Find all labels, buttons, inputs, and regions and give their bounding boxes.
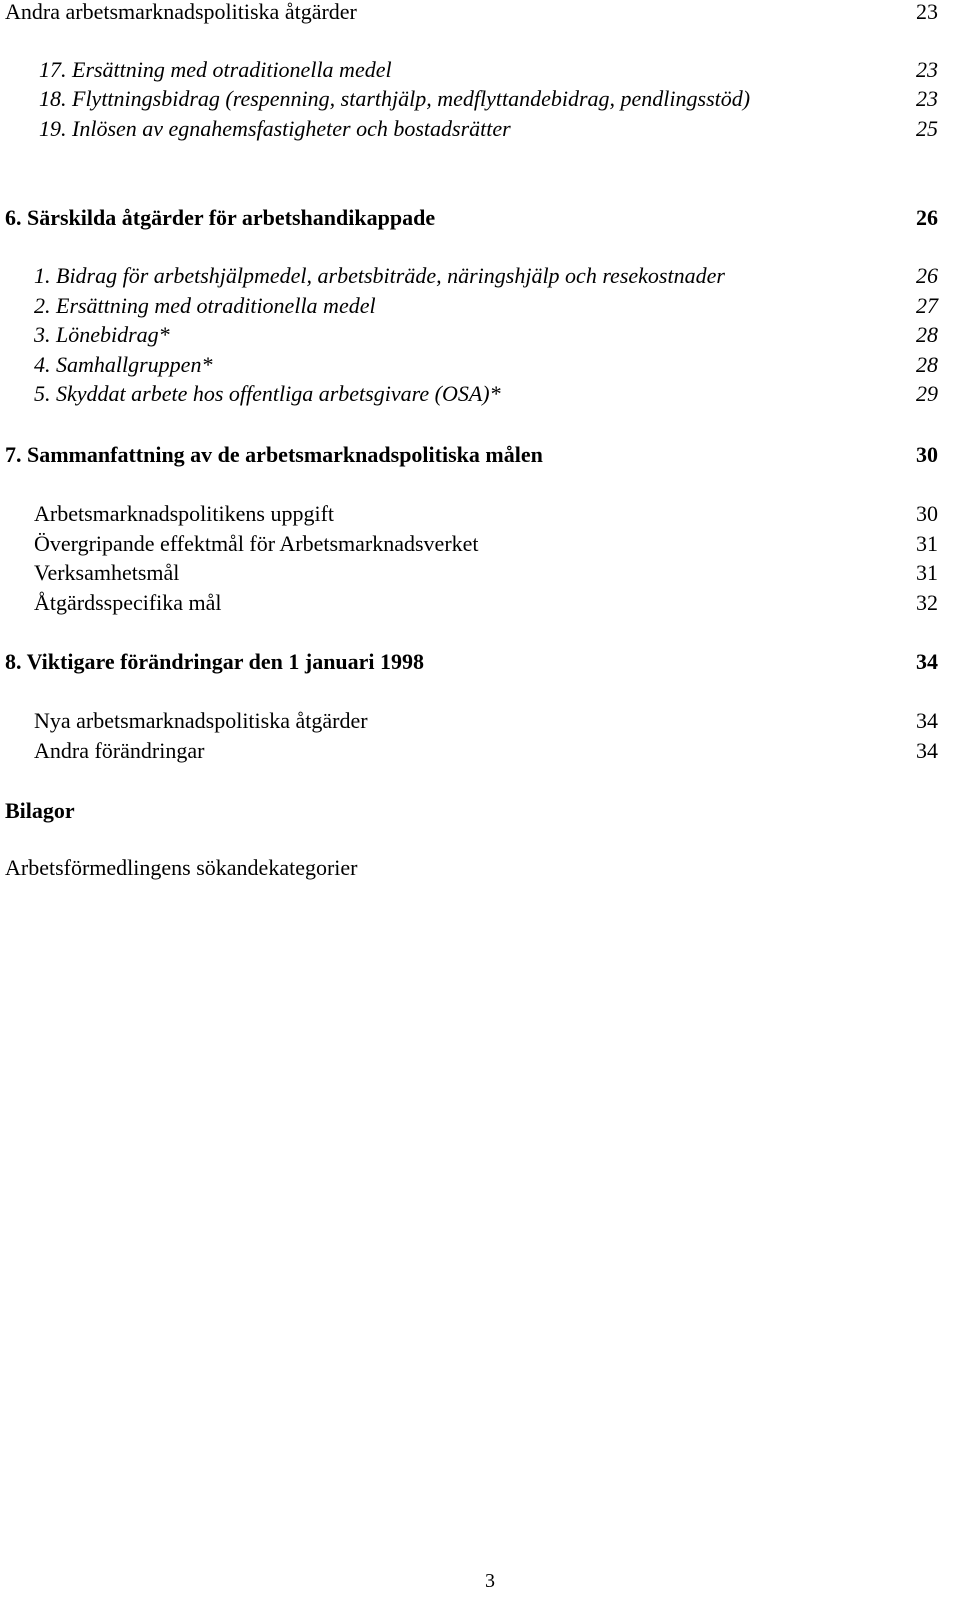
toc-entry-title: 5. Skyddat arbete hos offentliga arbetsgivare (OSA)* [34,381,501,406]
toc-section-page: 30 [916,442,938,467]
toc-section-6 [5,203,938,233]
toc-entry-page: 23 [916,57,938,82]
bilagor-entry-title: Arbetsförmedlingens sökandekategorier [5,855,358,880]
toc-entry-page: 29 [916,381,938,406]
toc-entry-title: 4. Samhallgruppen* [34,352,213,377]
toc-entry-page: 28 [916,322,938,347]
toc-entry-title: 3. Lönebidrag* [34,322,170,347]
toc-entry-page: 34 [916,738,938,763]
toc-entry-title: Nya arbetsmarknadspolitiska åtgärder [34,708,368,733]
toc-entry-title: Åtgärdsspecifika mål [34,590,222,615]
toc-entry-title: Verksamhetsmål [34,560,180,585]
toc-entry-page: 30 [916,501,938,526]
toc-entry-title: Andra förändringar [34,738,205,763]
toc-entry-page: 26 [916,263,938,288]
toc-entry-7-3 [34,558,938,588]
toc-entry-page: 27 [916,293,938,318]
toc-section-title: 8. Viktigare förändringar den 1 januari 1998 [5,649,425,674]
toc-entry-title: 1. Bidrag för arbetshjälpmedel, arbetsbiträde, näringshjälp och resekostnader [34,263,725,288]
toc-entry-title: 17. Ersättning med otraditionella medel [39,57,392,82]
toc-entry-title: 18. Flyttningsbidrag (respenning, starthjälp, medflyttandebidrag, pendlingsstöd) [39,86,751,111]
toc-entry-page: 32 [916,590,938,615]
toc-entry-18 [39,84,938,114]
toc-entry-title: Andra arbetsmarknadspolitiska åtgärder [5,0,357,24]
toc-entry-8-2 [34,736,938,766]
toc-entry-6-3 [34,320,938,350]
toc-entry-page: 28 [916,352,938,377]
toc-entry-title: 2. Ersättning med otraditionella medel [34,293,376,318]
toc-entry-page: 31 [916,560,938,585]
toc-section-8 [5,647,938,677]
bilagor-heading-text: Bilagor [5,798,75,823]
toc-entry-andra-atgarder [5,0,938,27]
toc-entry-6-1 [34,261,938,291]
toc-entry-6-5 [34,379,938,409]
toc-section-title: 6. Särskilda åtgärder för arbetshandikappade [5,205,436,230]
bilagor-entry-1 [5,853,605,883]
toc-entry-title: Arbetsmarknadspolitikens uppgift [34,501,335,526]
toc-section-page: 26 [916,205,938,230]
toc-entry-19 [39,114,938,144]
toc-entry-7-1 [34,499,938,529]
toc-section-7 [5,440,938,470]
toc-entry-7-2 [34,529,938,559]
bilagor-heading [5,796,405,826]
toc-entry-page: 31 [916,531,938,556]
toc-entry-page: 23 [916,86,938,111]
toc-entry-17 [39,55,938,85]
toc-entry-6-2 [34,291,938,321]
toc-section-page: 34 [916,649,938,674]
page-number: 3 [485,1570,495,1592]
toc-entry-title: 19. Inlösen av egnahemsfastigheter och bostadsrätter [39,116,511,141]
toc-entry-title: Övergripande effektmål för Arbetsmarknadsverket [34,531,479,556]
toc-entry-page: 25 [916,116,938,141]
toc-section-title: 7. Sammanfattning av de arbetsmarknadspolitiska målen [5,442,543,467]
toc-entry-6-4 [34,350,938,380]
toc-entry-page: 23 [916,0,938,24]
toc-entry-7-4 [34,588,938,618]
toc-entry-8-1 [34,706,938,736]
toc-entry-page: 34 [916,708,938,733]
